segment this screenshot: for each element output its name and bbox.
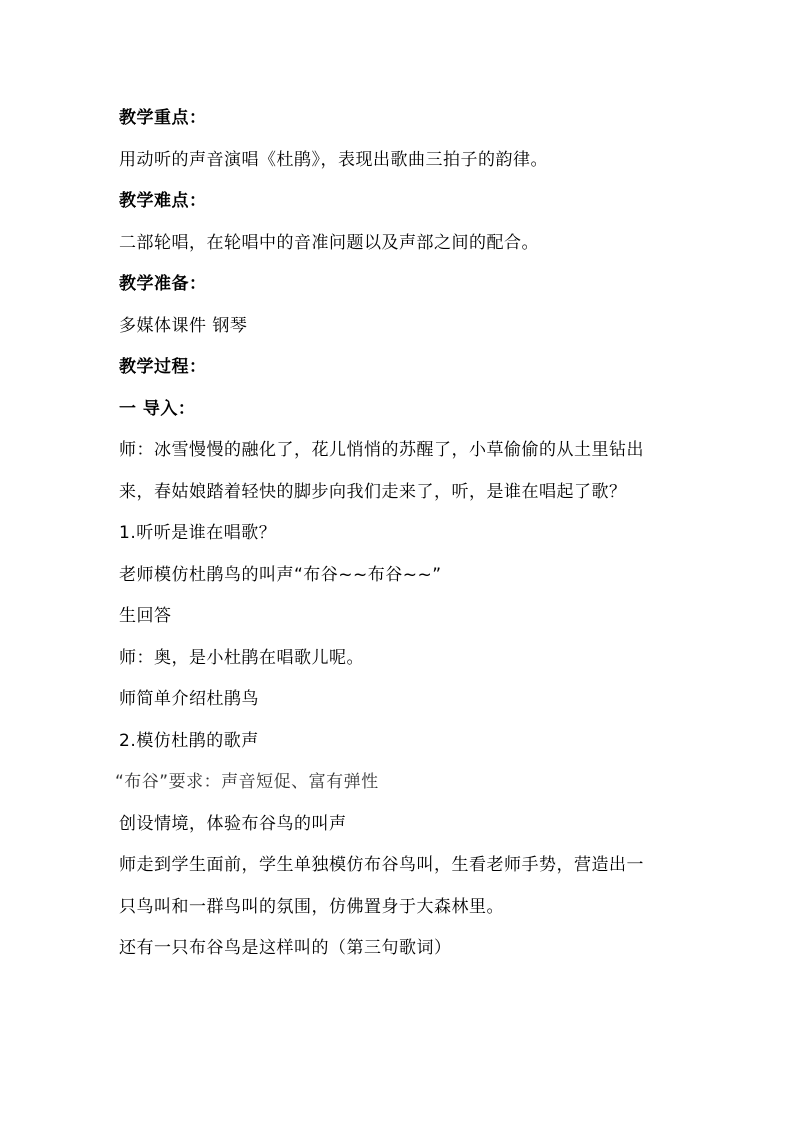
- paragraph-intro-line-1: 师：冰雪慢慢的融化了，花儿悄悄的苏醒了，小草偷偷的从土里钻出: [119, 440, 644, 460]
- heading-introduction: 一 导入：: [119, 399, 196, 419]
- paragraph-intro-line-2: 来，春姑娘踏着轻快的脚步向我们走来了，听，是谁在唱起了歌？: [119, 482, 627, 502]
- paragraph-requirement: “布谷”要求：声音短促、富有弹性: [115, 772, 379, 792]
- paragraph-introduce-bird: 师简单介绍杜鹃鸟: [119, 689, 259, 709]
- paragraph-scenario: 创设情境，体验布谷鸟的叫声: [119, 814, 347, 834]
- heading-teaching-process: 教学过程：: [119, 357, 207, 377]
- paragraph-focus-content: 用动听的声音演唱《杜鹃》，表现出歌曲三拍子的韵律。: [119, 150, 548, 170]
- paragraph-preparation-content: 多媒体课件 钢琴: [119, 316, 248, 336]
- paragraph-third-lyric: 还有一只布谷鸟是这样叫的（第三句歌词）: [119, 938, 452, 958]
- paragraph-teacher-reply: 师：奥，是小杜鹃在唱歌儿呢。: [119, 648, 364, 668]
- paragraph-activity-line-1: 师走到学生面前，学生单独模仿布谷鸟叫，生看老师手势，营造出一: [119, 855, 644, 875]
- paragraph-student-answer: 生回答: [119, 606, 172, 626]
- paragraph-teacher-imitates: 老师模仿杜鹃鸟的叫声“布谷~~布谷~~”: [119, 565, 442, 585]
- heading-teaching-focus: 教学重点：: [119, 108, 207, 128]
- step-1-title: 1.听听是谁在唱歌？: [119, 523, 277, 543]
- heading-teaching-preparation: 教学准备：: [119, 274, 207, 294]
- heading-teaching-difficulty: 教学难点：: [119, 191, 207, 211]
- paragraph-difficulty-content: 二部轮唱，在轮唱中的音准问题以及声部之间的配合。: [119, 233, 539, 253]
- step-2-title: 2.模仿杜鹃的歌声: [119, 731, 259, 751]
- paragraph-activity-line-2: 只鸟叫和一群鸟叫的氛围，仿佛置身于大森林里。: [119, 897, 504, 917]
